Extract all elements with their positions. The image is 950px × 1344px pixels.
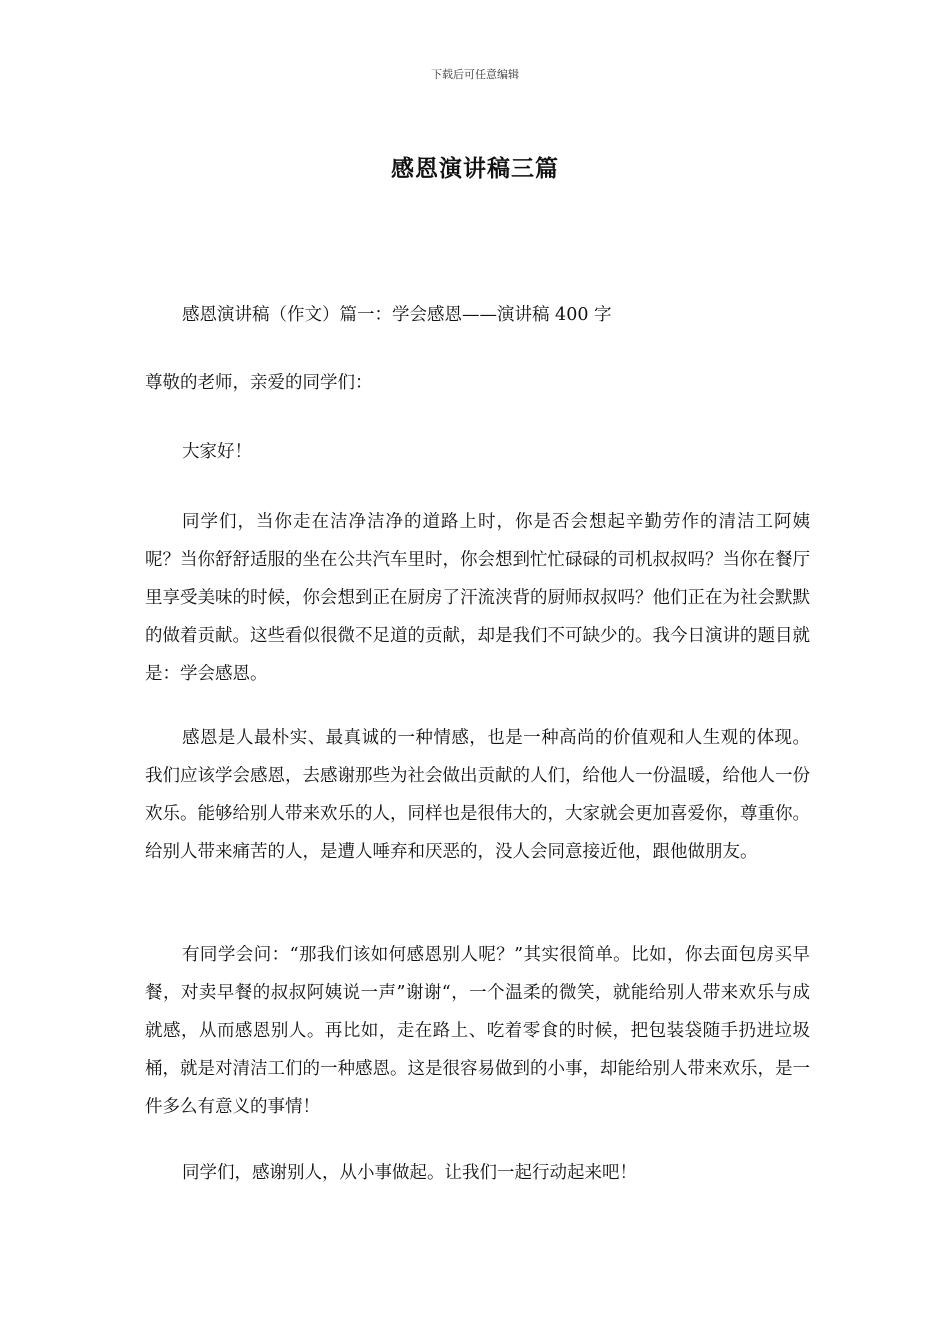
greeting-block [145,433,810,471]
paragraph-block-3 [145,936,810,1126]
salutation-block [145,364,810,402]
paragraph: 感恩是人最朴实、最真诚的一种情感，也是一种高尚的价值观和人生观的体现。我们应该学会感恩，去感谢那些为社会做出贡献的人们，给他人一份温暖，给他人一份欢乐。能够给别人带来欢乐的人，同样也是很伟大的，大家就会更加喜爱你，尊重你。给别人带来痛苦的人，是遭人唾弃和厌恶的，没人会同意接近他，跟他做朋友。 [145,728,810,862]
paragraph: 同学们，当你走在洁净洁净的道路上时，你是否会想起辛勤劳作的清洁工阿姨呢？当你舒舒适服的坐在公共汽车里时，你会想到忙忙碌碌的司机叔叔吗？当你在餐厅里享受美味的时候，你会想到正在厨房了汗流浃背的厨师叔叔吗？他们正在为社会默默的做着贡献。这些看似很微不足道的贡献，却是我们不可缺少的。我今日演讲的题目就是：学会感恩。 [145,512,810,684]
paragraph: 有同学会问：“那我们该如何感恩别人呢？”其实很简单。比如，你去面包房买早餐，对卖早餐的叔叔阿姨说一声”谢谢“，一个温柔的微笑，就能给别人带来欢乐与成就感，从而感恩别人。再比如，走在路上、吃着零食的时候，把包装袋随手扔进垃圾桶，就是对清洁工们的一种感恩。这是很容易做到的小事，却能给别人带来欢乐，是一件多么有意义的事情！ [145,945,810,1117]
paragraph: 同学们，感谢别人，从小事做起。让我们一起行动起来吧！ [182,1163,637,1183]
section-heading: 感恩演讲稿（作文）篇一：学会感恩——演讲稿 400 字 [182,305,612,325]
greeting: 大家好！ [182,442,252,462]
paragraph-block-1 [145,503,810,693]
paragraph-block-4 [145,1154,810,1192]
paragraph-block-2 [145,719,810,871]
document-title: 感恩演讲稿三篇 [391,155,559,182]
section-heading-block [145,296,810,334]
salutation: 尊敬的老师，亲爱的同学们： [145,373,373,393]
header-note: 下载后可任意编辑 [431,68,519,81]
